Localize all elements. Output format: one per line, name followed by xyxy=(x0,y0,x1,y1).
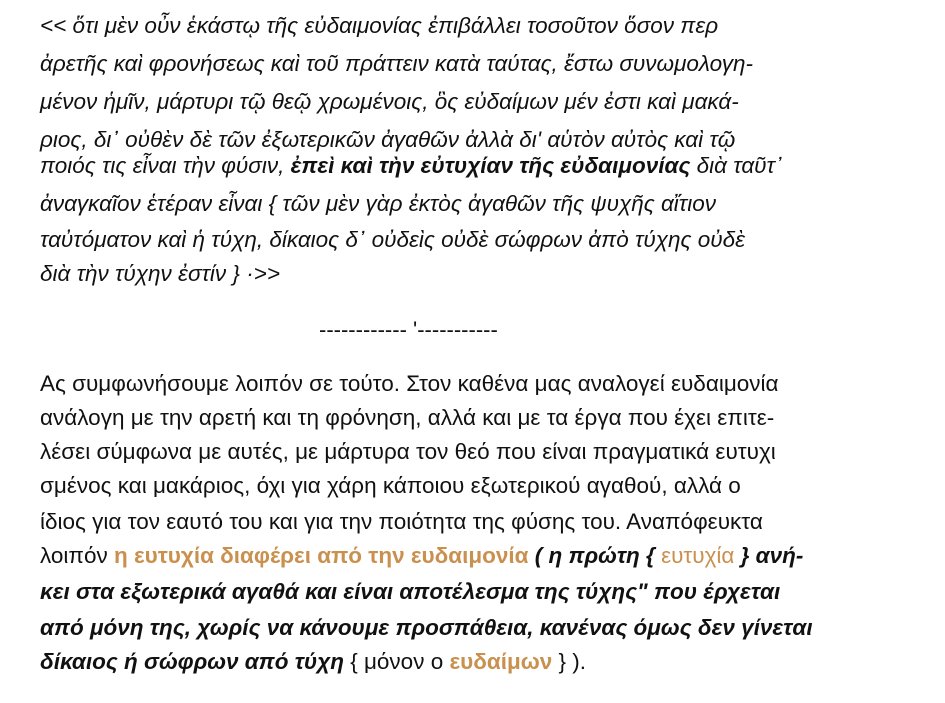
modern-line-6-start: λοιπόν xyxy=(40,543,114,568)
ancient-line-3: μένον ἡμῖν, μάρτυρι τῷ θεῷ χρωμένοις, ὃς εὐδαίμων μέν ἐστι καὶ μακά- xyxy=(40,89,739,114)
modern-line-9-start: δίκαιος ή σώφρων από τύχη xyxy=(40,649,344,674)
highlight-word-eftychia: ευτυχία xyxy=(661,543,735,568)
modern-line-4: σμένος και μακάριος, όχι για χάρη κάποιου εξωτερικού αγαθού, αλλά ο xyxy=(40,473,741,498)
modern-line-2: ανάλογη με την αρετή και τη φρόνηση, αλλά και με τα έργα που έχει επιτε- xyxy=(40,405,775,430)
modern-line-9-brace: { μόνον ο xyxy=(343,649,450,674)
ancient-line-5-end: διὰ ταῦτ᾽ xyxy=(690,153,783,178)
ancient-line-5-start: ποιός τις εἶναι τὴν φύσιν, xyxy=(40,153,291,178)
modern-line-8: από μόνη της, χωρίς να κάνουμε προσπάθεια, κανένας όμως δεν γίνεται xyxy=(40,615,813,640)
modern-line-6 xyxy=(40,542,803,570)
section-separator: ------------ '----------- xyxy=(319,317,498,342)
highlight-phrase-eftychia-differs: η ευτυχία διαφέρει από την ευδαιμονία xyxy=(113,543,529,568)
ancient-line-8: διὰ τὴν τύχην ἐστίν } ·>> xyxy=(40,261,280,286)
modern-line-6-end: } ανή- xyxy=(734,543,804,568)
modern-line-9 xyxy=(40,648,586,676)
ancient-line-5 xyxy=(40,152,782,180)
ancient-line-4: ριος, δι᾽ οὐθὲν δὲ τῶν ἐξωτερικῶν ἀγαθῶν ἀλλὰ δι' αὑτὸν αὐτὸς καὶ τῷ xyxy=(40,127,736,152)
modern-line-7: κει στα εξωτερικά αγαθά και είναι αποτέλεσμα της τύχης" που έρχεται xyxy=(40,579,781,604)
ancient-line-6: ἀναγκαῖον ἑτέραν εἶναι { τῶν μὲν γὰρ ἐκτὸς ἀγαθῶν τῆς ψυχῆς αἴτιον xyxy=(40,191,716,216)
modern-line-1: Ας συμφωνήσουμε λοιπόν σε τούτο. Στον καθένα μας αναλογεί ευδαιμονία xyxy=(40,371,779,396)
modern-line-6-paren: ( η πρώτη { xyxy=(528,543,662,568)
modern-line-5: ίδιος για τον εαυτό του και για την ποιότητα της φύσης του. Αναπόφευκτα xyxy=(40,509,763,534)
highlight-word-evdaimon: ευδαίμων xyxy=(449,649,553,674)
ancient-line-1: << ὅτι μὲν οὖν ἑκάστῳ τῆς εὐδαιμονίας ἐπιβάλλει τοσοῦτον ὅσον περ xyxy=(40,13,719,38)
modern-line-3: λέσει σύμφωνα με αυτές, με μάρτυρα τον θεό που είναι πραγματικά ευτυχι xyxy=(40,439,776,464)
modern-line-9-end: } ). xyxy=(552,649,587,674)
ancient-line-7: ταὐτόματον καὶ ἡ τύχη, δίκαιος δ᾽ οὐδεὶς οὐδὲ σώφρων ἀπὸ τύχης οὐδὲ xyxy=(40,227,745,252)
ancient-bold-phrase: ἐπεὶ καὶ τὴν εὐτυχίαν τῆς εὐδαιμονίας xyxy=(290,153,691,178)
ancient-line-2: ἀρετῆς καὶ φρονήσεως καὶ τοῦ πράττειν κατὰ ταύτας, ἔστω συνωμολογη- xyxy=(40,51,754,76)
